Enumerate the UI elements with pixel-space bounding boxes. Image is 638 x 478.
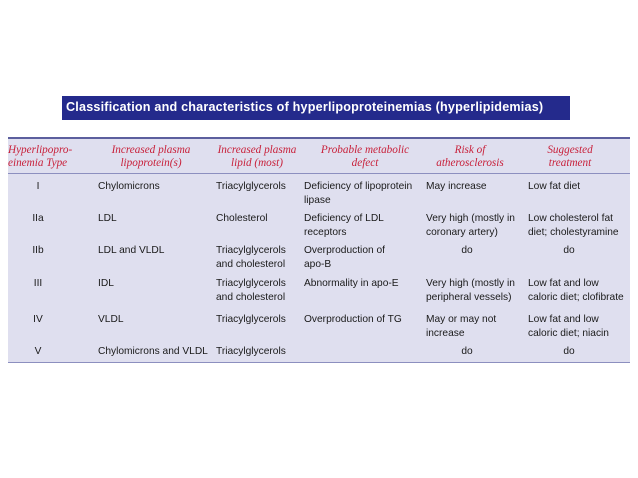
- cell-line: peripheral vessels): [426, 292, 512, 303]
- table-cell-defect: [304, 277, 424, 291]
- cell-line: diet; cholestyramine: [528, 227, 619, 238]
- cell-line: V: [34, 346, 42, 357]
- table-cell-lipoprotein: [98, 277, 214, 291]
- cell-line: IIa: [32, 213, 44, 224]
- header-divider: [8, 173, 630, 174]
- table-cell-type: [8, 244, 68, 258]
- table-cell-risk: [426, 313, 528, 341]
- table-cell-lipoprotein: [98, 244, 214, 258]
- table-cell-defect: [304, 313, 424, 327]
- header-line: Increased plasma: [217, 144, 297, 156]
- table-bottom-rule: [8, 362, 630, 363]
- cell-line: Very high (mostly in: [426, 213, 515, 224]
- table-cell-treatment: [528, 277, 630, 305]
- table-cell-defect: [304, 180, 424, 208]
- column-header-treatment: [520, 144, 620, 170]
- table-title-bar: [62, 96, 570, 120]
- cell-line: Deficiency of lipoprotein: [304, 181, 413, 192]
- table-cell-lipid: [216, 277, 302, 305]
- cell-line: Triacylglycerols: [216, 278, 286, 289]
- table-cell-lipoprotein: [98, 313, 214, 327]
- column-header-lipid: [214, 144, 300, 170]
- classification-table: [8, 137, 630, 363]
- table-cell-defect: [304, 244, 424, 272]
- table-cell-lipid: [216, 212, 302, 226]
- header-line: atherosclerosis: [436, 157, 504, 169]
- cell-line: May increase: [426, 181, 487, 192]
- cell-line: Low fat diet: [528, 181, 581, 192]
- header-line: Risk of: [454, 144, 486, 156]
- cell-line: do: [461, 245, 473, 256]
- cell-line: Low cholesterol fat: [528, 213, 613, 224]
- column-header-defect: [306, 144, 424, 170]
- table-cell-type: [8, 313, 68, 327]
- table-cell-type: [8, 345, 68, 359]
- column-header-type: [8, 144, 86, 170]
- cell-line: IIb: [32, 245, 44, 256]
- cell-line: III: [33, 278, 43, 289]
- cell-line: LDL: [98, 213, 117, 224]
- cell-line: Triacylglycerols: [216, 346, 286, 357]
- table-cell-lipoprotein: [98, 345, 214, 359]
- cell-line: Abnormality in apo-E: [304, 278, 399, 289]
- cell-line: Triacylglycerols: [216, 181, 286, 192]
- header-line: Hyperlipopro-: [8, 144, 73, 156]
- header-line: Increased plasma: [111, 144, 191, 156]
- cell-line: Overproduction of TG: [304, 314, 402, 325]
- cell-line: and cholesterol: [216, 292, 286, 303]
- column-header-risk: [420, 144, 520, 170]
- table-cell-type: [8, 180, 68, 194]
- cell-line: Very high (mostly in: [426, 278, 515, 289]
- cell-line: Triacylglycerols: [216, 245, 286, 256]
- table-cell-type: [8, 212, 68, 226]
- cell-line: LDL and VLDL: [98, 245, 165, 256]
- table-cell-risk: [416, 345, 518, 359]
- table-cell-treatment: [518, 244, 620, 258]
- cell-line: Overproduction of: [304, 245, 385, 256]
- cell-line: IV: [33, 314, 43, 325]
- cell-line: do: [563, 245, 575, 256]
- cell-line: IDL: [98, 278, 114, 289]
- cell-line: increase: [426, 328, 465, 339]
- table-cell-risk: [426, 180, 528, 194]
- cell-line: VLDL: [98, 314, 124, 325]
- cell-line: Chylomicrons: [98, 181, 160, 192]
- table-title: Classification and characteristics of hyperlipoproteinemias (hyperlipidemias): [66, 100, 544, 114]
- cell-line: Triacylglycerols: [216, 314, 286, 325]
- cell-line: do: [563, 346, 575, 357]
- header-line: lipoprotein(s): [120, 157, 182, 169]
- cell-line: Cholesterol: [216, 213, 268, 224]
- cell-line: Low fat and low: [528, 278, 599, 289]
- table-cell-lipid: [216, 180, 302, 194]
- cell-line: coronary artery): [426, 227, 498, 238]
- table-cell-risk: [416, 244, 518, 258]
- table-cell-treatment: [528, 180, 630, 194]
- cell-line: Low fat and low: [528, 314, 599, 325]
- header-line: Suggested: [547, 144, 593, 156]
- table-cell-lipid: [216, 244, 302, 272]
- table-cell-treatment: [528, 212, 630, 240]
- header-line: Probable metabolic: [320, 144, 410, 156]
- cell-line: Deficiency of LDL: [304, 213, 384, 224]
- header-line: einemia Type: [8, 157, 68, 169]
- header-line: treatment: [548, 157, 592, 169]
- table-cell-lipoprotein: [98, 212, 214, 226]
- cell-line: caloric diet; clofibrate: [528, 292, 624, 303]
- cell-line: May or may not: [426, 314, 497, 325]
- cell-line: receptors: [304, 227, 347, 238]
- cell-line: do: [461, 346, 473, 357]
- table-cell-lipid: [216, 313, 302, 327]
- header-line: lipid (most): [231, 157, 283, 169]
- table-cell-type: [8, 277, 68, 291]
- table-cell-treatment: [528, 313, 630, 341]
- column-header-lipoprotein: [96, 144, 206, 170]
- cell-line: and cholesterol: [216, 259, 286, 270]
- cell-line: I: [36, 181, 40, 192]
- table-cell-defect: [304, 212, 424, 240]
- cell-line: apo-B: [304, 259, 332, 270]
- table-top-rule: [8, 137, 630, 139]
- table-cell-risk: [426, 277, 528, 305]
- table-cell-lipid: [216, 345, 302, 359]
- cell-line: lipase: [304, 195, 331, 206]
- cell-line: caloric diet; niacin: [528, 328, 609, 339]
- table-cell-treatment: [518, 345, 620, 359]
- header-line: defect: [351, 157, 379, 169]
- cell-line: Chylomicrons and VLDL: [98, 346, 208, 357]
- table-cell-lipoprotein: [98, 180, 214, 194]
- table-cell-risk: [426, 212, 528, 240]
